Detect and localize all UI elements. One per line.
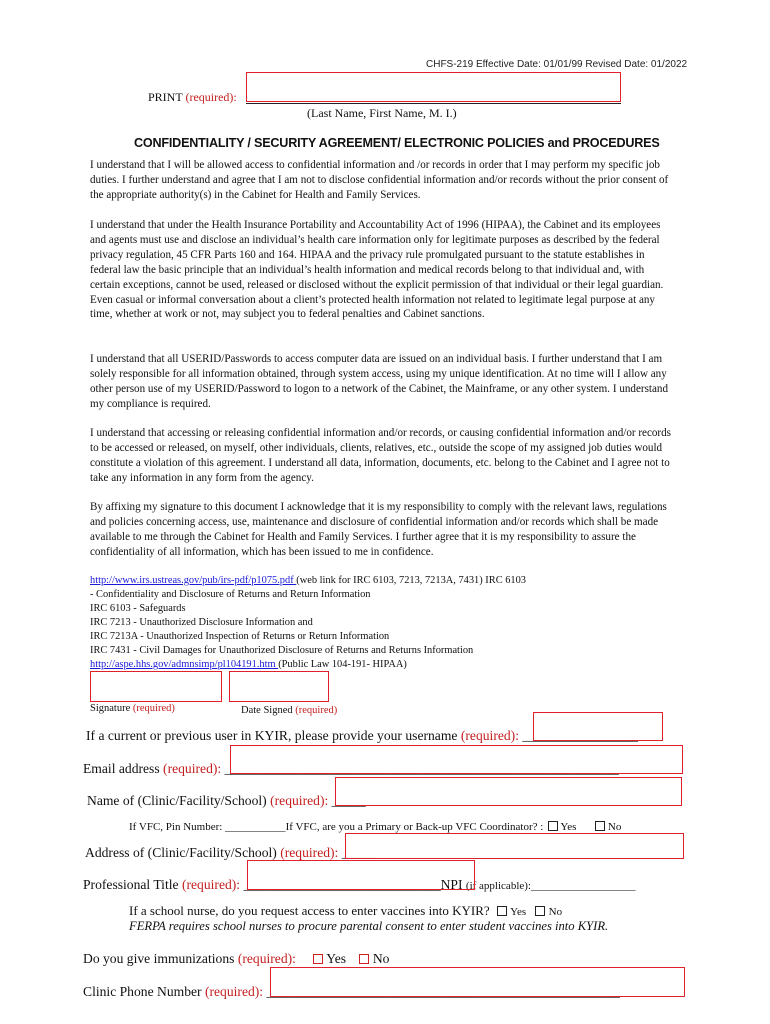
- signature-label: Signature: [90, 703, 131, 714]
- vfc-pin-label: If VFC, Pin Number: ___________: [129, 821, 286, 833]
- print-label-row: [148, 90, 237, 105]
- address-label: Address of (Clinic/Facility/School): [85, 845, 277, 860]
- signature-field[interactable]: [90, 671, 222, 702]
- address-line: _____: [341, 845, 376, 860]
- ref-line: IRC 7213 - Unauthorized Disclosure Information and: [90, 617, 313, 628]
- phone-line: ____________________________________________________: [266, 984, 620, 999]
- address-row: [85, 845, 376, 861]
- date-signed-required: (required): [295, 705, 338, 716]
- immunizations-no-checkbox[interactable]: [359, 954, 369, 964]
- paragraph-2: I understand that under the Health Insurance Portability and Accountability Act of 1996 (HIPAA), the Cabinet and its employees and agents must use and disclose an individual’s health care information only for legitimate purposes as described by the federal privacy regulation, 45 CFR Parts 160 and 164. HIPAA and the privacy rule promulgated pursuant to the statute establishes in federal law the basic principle that an individual’s health information and medical records belong to that individual and, with certain exceptions, cannot be used, released or disclosed without the explicit permission of that individual or their legal guardian. Even casual or informal conversation about a client’s protected health information not related to legitimate legal purpose at any time, whether at work or not, may subject you to federal penalties and Cabinet sanctions.: [90, 219, 664, 321]
- school-nurse-no-checkbox[interactable]: [535, 906, 545, 916]
- irs-link-note: (web link for IRC 6103, 7213, 7213A, 7431) IRC 6103: [296, 575, 527, 586]
- professional-title-required: (required):: [181, 877, 241, 892]
- address-required: (required):: [280, 845, 339, 860]
- npi-note: (if applicable):___________________: [465, 880, 636, 892]
- email-field[interactable]: [230, 745, 683, 774]
- date-signed-label: Date Signed: [241, 705, 293, 716]
- email-required: (required):: [163, 761, 222, 776]
- kyir-username-field[interactable]: [533, 712, 663, 741]
- kyir-username-line: _________________: [522, 728, 638, 743]
- page-title: CONFIDENTIALITY / SECURITY AGREEMENT/ ELECTRONIC POLICIES and PROCEDURES: [134, 136, 660, 150]
- paragraph-5: By affixing my signature to this document I acknowledge that it is my responsibility to comply with the relevant laws, regulations and policies concerning access, use, maintenance and disclosure of confidential information and/or records which shall be made available to me through the Cabinet for Health and Family Services. I further agree that it is my responsibility to assure the confidentiality of all information, which has been issued to me in confidence.: [90, 501, 667, 558]
- vfc-no-label: No: [607, 821, 622, 833]
- school-nurse-question: If a school nurse, do you request access to enter vaccines into KYIR?: [129, 903, 490, 918]
- ref-line-link2: [90, 658, 690, 672]
- clinic-name-row: [87, 793, 366, 809]
- clinic-name-line: _____: [331, 793, 366, 808]
- clinic-name-required: (required):: [270, 793, 329, 808]
- phone-field[interactable]: [270, 967, 685, 997]
- clinic-name-field[interactable]: [335, 777, 682, 806]
- print-name-field[interactable]: [246, 72, 621, 102]
- immunizations-label: Do you give immunizations: [83, 951, 235, 966]
- professional-title-line: _____________________________: [243, 877, 441, 892]
- school-nurse-yes-checkbox[interactable]: [497, 906, 507, 916]
- ref-line: IRC 7431 - Civil Damages for Unauthorized Disclosure of Returns and Returns Information: [90, 645, 474, 656]
- immunizations-no-label: No: [372, 951, 390, 966]
- vfc-coordinator-label: If VFC, are you a Primary or Back-up VFC Coordinator? :: [285, 821, 544, 833]
- irs-link[interactable]: http://www.irs.ustreas.gov/pub/irs-pdf/p1075.pdf: [90, 575, 297, 586]
- vfc-no-checkbox[interactable]: [595, 821, 605, 831]
- phone-label: Clinic Phone Number: [83, 984, 202, 999]
- ref-line: - Confidentiality and Disclosure of Returns and Return Information: [90, 589, 371, 600]
- school-nurse-no-label: No: [548, 906, 563, 918]
- hhs-link[interactable]: http://aspe.hhs.gov/admnsimp/pl104191.htm: [90, 659, 279, 670]
- phone-required: (required):: [204, 984, 264, 999]
- clinic-name-label: Name of (Clinic/Facility/School): [87, 793, 267, 808]
- print-hint: (Last Name, First Name, M. I.): [307, 106, 457, 120]
- hhs-link-note: (Public Law 104-191- HIPAA): [278, 659, 407, 670]
- kyir-username-required: (required):: [460, 728, 519, 743]
- email-line: __________________________________________________________: [224, 761, 619, 776]
- ref-line: IRC 6103 - Safeguards: [90, 603, 186, 614]
- vfc-yes-label: Yes: [560, 821, 577, 833]
- immunizations-required: (required):: [237, 951, 296, 966]
- vfc-yes-checkbox[interactable]: [548, 821, 558, 831]
- date-signed-field[interactable]: [229, 671, 329, 702]
- paragraph-1: I understand that I will be allowed access to confidential information and /or records in order that I may perform my specific job duties. I further understand and agree that I am not to disclose confidential information and/or records without the prior consent of the appropriate authority(s) in the Cabinet for Health and Family Services.: [90, 159, 669, 201]
- immunizations-yes-label: Yes: [326, 951, 347, 966]
- school-nurse-yes-label: Yes: [510, 906, 527, 918]
- address-field[interactable]: [345, 833, 684, 859]
- school-nurse-row: [129, 903, 562, 919]
- ref-line: IRC 7213A - Unauthorized Inspection of Returns or Return Information: [90, 631, 390, 642]
- immunizations-row: [83, 951, 389, 967]
- date-label-row: [241, 705, 337, 716]
- npi-label: NPI: [440, 877, 463, 892]
- paragraph-4: I understand that accessing or releasing confidential information and/or records, or causing confidential information and/or records to be accessed or released, on myself, other individuals, clients, relatives, etc., outside the scope of my assigned job duties would constitute a violation of this agreement. I understand all data, information, documents, etc. belong to the Cabinet and I agree not to take any information in any form from the agency.: [90, 427, 671, 484]
- print-label: PRINT: [148, 90, 183, 104]
- email-label: Email address: [83, 761, 160, 776]
- professional-title-label: Professional Title: [83, 877, 179, 892]
- print-required: (required):: [185, 90, 237, 104]
- print-underline: [246, 103, 621, 104]
- vfc-row: [129, 821, 621, 833]
- references-block: [90, 574, 690, 672]
- signature-label-row: [90, 703, 175, 714]
- paragraph-3: I understand that all USERID/Passwords to access computer data are issued on an individual basis. I further understand that I am solely responsible for all information obtained, through system access, using my unique identification. At no time will I allow any other person use of my USERID/Password to logon to a network of the Cabinet, the Mainframe, or any other system. I understand my compliance is required.: [90, 353, 668, 410]
- ref-line-link1: [90, 574, 690, 588]
- professional-title-field[interactable]: [247, 860, 475, 890]
- immunizations-yes-checkbox[interactable]: [313, 954, 323, 964]
- ferpa-note: FERPA requires school nurses to procure parental consent to enter student vaccines into KYIR.: [129, 919, 609, 933]
- signature-required: (required): [132, 703, 175, 714]
- form-header: CHFS-219 Effective Date: 01/01/99 Revised Date: 01/2022: [426, 59, 688, 70]
- kyir-username-label: If a current or previous user in KYIR, please provide your username: [86, 728, 458, 743]
